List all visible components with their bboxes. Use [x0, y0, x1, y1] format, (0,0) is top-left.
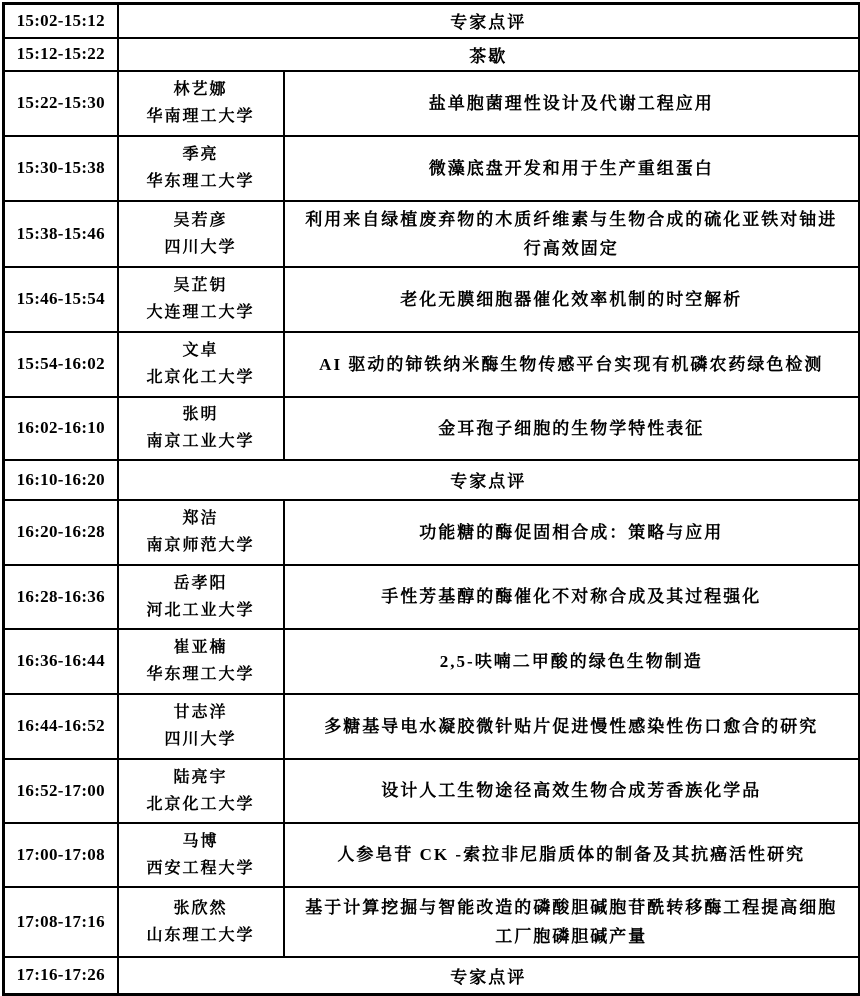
time-cell: 16:02-16:10 — [4, 397, 118, 460]
speaker-affiliation: 北京化工大学 — [146, 795, 255, 813]
talk-title-cell: AI 驱动的铈铁纳米酶生物传感平台实现有机磷农药绿色检测 — [284, 332, 860, 397]
table-row — [4, 71, 860, 136]
table-row — [4, 957, 860, 995]
session-cell: 茶歇 — [118, 38, 860, 71]
speaker-cell — [118, 759, 284, 823]
speaker-affiliation: 华南理工大学 — [146, 108, 255, 125]
table-row — [4, 565, 860, 629]
talk-title-cell: 多糖基导电水凝胶微针贴片促进慢性感染性伤口愈合的研究 — [284, 694, 860, 759]
speaker-cell — [118, 136, 284, 201]
speaker-cell — [118, 397, 284, 460]
session-cell: 专家点评 — [118, 957, 860, 995]
table-row — [4, 38, 860, 71]
time-cell: 16:10-16:20 — [4, 460, 118, 500]
speaker-affiliation: 南京师范大学 — [146, 537, 255, 554]
talk-title-cell: 人参皂苷 CK -索拉非尼脂质体的制备及其抗癌活性研究 — [284, 823, 860, 887]
speaker-affiliation: 大连理工大学 — [146, 304, 255, 321]
talk-title-cell: 基于计算挖掘与智能改造的磷酸胆碱胞苷酰转移酶工程提高细胞工厂胞磷胆碱产量 — [284, 887, 860, 957]
time-cell: 16:36-16:44 — [4, 629, 118, 694]
table-row — [4, 500, 860, 565]
speaker-name: 崔亚楠 — [173, 639, 228, 656]
table-row — [4, 397, 860, 460]
table-row — [4, 629, 860, 694]
speaker-cell — [118, 201, 284, 267]
table-row — [4, 460, 860, 500]
talk-title-cell: 设计人工生物途径高效生物合成芳香族化学品 — [284, 759, 860, 823]
time-cell: 17:16-17:26 — [4, 957, 118, 995]
table-row — [4, 4, 860, 38]
talk-title-cell: 微藻底盘开发和用于生产重组蛋白 — [284, 136, 860, 201]
table-row — [4, 887, 860, 957]
speaker-affiliation: 南京工业大学 — [146, 433, 255, 450]
table-row — [4, 694, 860, 759]
conference-schedule-table — [2, 2, 860, 996]
speaker-affiliation: 西安工程大学 — [146, 859, 255, 877]
speaker-affiliation: 华东理工大学 — [146, 173, 255, 190]
speaker-cell — [118, 629, 284, 694]
time-cell: 17:00-17:08 — [4, 823, 118, 887]
speaker-cell — [118, 500, 284, 565]
speaker-name: 岳孝阳 — [173, 574, 228, 592]
talk-title-cell: 老化无膜细胞器催化效率机制的时空解析 — [284, 267, 860, 332]
talk-title-cell: 利用来自绿植废弃物的木质纤维素与生物合成的硫化亚铁对铀进行高效固定 — [284, 201, 860, 267]
time-cell: 17:08-17:16 — [4, 887, 118, 957]
speaker-name: 吴芷钥 — [173, 277, 228, 294]
table-row — [4, 267, 860, 332]
session-cell: 专家点评 — [118, 460, 860, 500]
talk-title-cell: 功能糖的酶促固相合成：策略与应用 — [284, 500, 860, 565]
speaker-name: 甘志洋 — [173, 704, 228, 721]
table-row — [4, 136, 860, 201]
speaker-name: 马博 — [182, 832, 219, 850]
speaker-name: 林艺娜 — [173, 81, 228, 98]
speaker-name: 郑洁 — [182, 510, 219, 527]
table-row — [4, 759, 860, 823]
time-cell: 15:54-16:02 — [4, 332, 118, 397]
table-row — [4, 823, 860, 887]
talk-title-cell: 金耳孢子细胞的生物学特性表征 — [284, 397, 860, 460]
speaker-cell — [118, 565, 284, 629]
talk-title-cell: 盐单胞菌理性设计及代谢工程应用 — [284, 71, 860, 136]
time-cell: 15:38-15:46 — [4, 201, 118, 267]
time-cell: 16:52-17:00 — [4, 759, 118, 823]
time-cell: 16:28-16:36 — [4, 565, 118, 629]
table-row — [4, 332, 860, 397]
time-cell: 15:12-15:22 — [4, 38, 118, 71]
speaker-affiliation: 北京化工大学 — [146, 369, 255, 386]
speaker-affiliation: 河北工业大学 — [146, 601, 255, 619]
speaker-name: 季亮 — [182, 146, 219, 163]
speaker-affiliation: 四川大学 — [164, 238, 237, 256]
session-cell: 专家点评 — [118, 4, 860, 38]
time-cell: 15:22-15:30 — [4, 71, 118, 136]
speaker-name: 吴若彦 — [173, 211, 228, 229]
time-cell: 16:44-16:52 — [4, 694, 118, 759]
speaker-name: 陆亮宇 — [173, 768, 228, 786]
talk-title-cell: 2,5-呋喃二甲酸的绿色生物制造 — [284, 629, 860, 694]
time-cell: 15:46-15:54 — [4, 267, 118, 332]
time-cell: 16:20-16:28 — [4, 500, 118, 565]
speaker-cell — [118, 887, 284, 957]
time-cell: 15:30-15:38 — [4, 136, 118, 201]
speaker-affiliation: 华东理工大学 — [146, 666, 255, 683]
speaker-cell — [118, 71, 284, 136]
speaker-name: 张欣然 — [173, 899, 228, 917]
speaker-cell — [118, 694, 284, 759]
speaker-cell — [118, 267, 284, 332]
talk-title-cell: 手性芳基醇的酶催化不对称合成及其过程强化 — [284, 565, 860, 629]
speaker-cell — [118, 332, 284, 397]
time-cell: 15:02-15:12 — [4, 4, 118, 38]
speaker-name: 张明 — [182, 406, 219, 423]
speaker-affiliation: 四川大学 — [164, 731, 237, 748]
table-row — [4, 201, 860, 267]
speaker-affiliation: 山东理工大学 — [146, 926, 255, 944]
speaker-name: 文卓 — [182, 342, 219, 359]
speaker-cell — [118, 823, 284, 887]
